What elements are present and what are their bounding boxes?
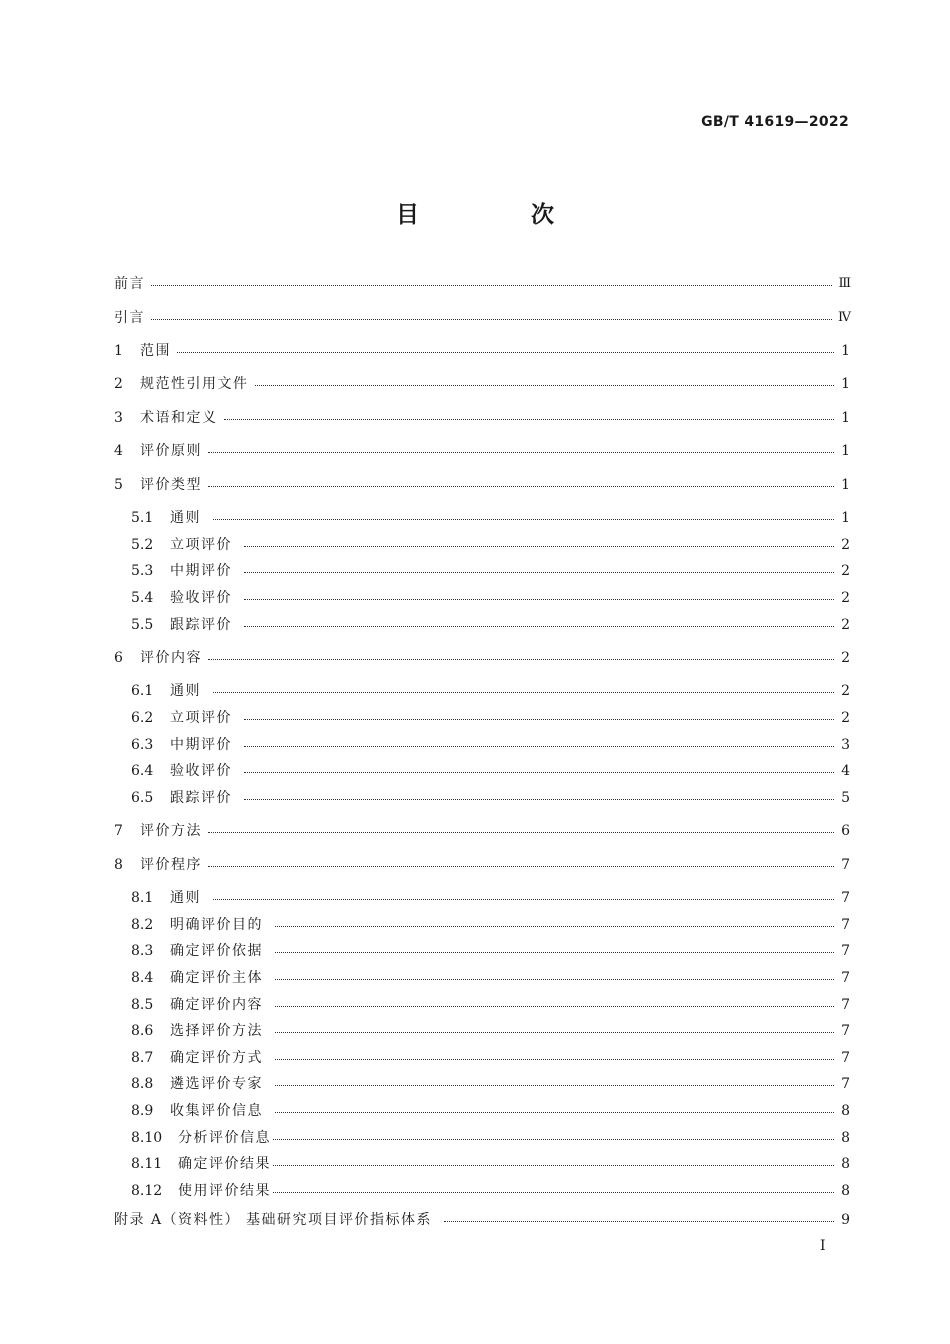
- toc-entry-section-4[interactable]: [114, 440, 850, 462]
- toc-entry-title: 跟踪评价: [170, 617, 232, 633]
- toc-dot-leader: [213, 507, 834, 529]
- toc-entry-title: 明确评价目的: [170, 917, 263, 933]
- toc-page-number: 1: [841, 410, 850, 426]
- toc-page-number: 8: [841, 1103, 850, 1119]
- toc-page-number: 1: [841, 510, 850, 526]
- toc-entry-title: 立项评价: [170, 537, 232, 553]
- toc-entry-section-5-2[interactable]: [131, 534, 850, 556]
- toc-entry-number: 8.4: [131, 970, 154, 986]
- toc-entry-number: 8.12: [131, 1183, 163, 1199]
- toc-page-number: 2: [841, 590, 850, 606]
- toc-entry-number: 8.3: [131, 943, 154, 959]
- toc-dot-leader: [177, 340, 834, 362]
- page-title: 目 次: [395, 202, 606, 228]
- toc-dot-leader: [444, 1209, 834, 1231]
- toc-dot-leader: [273, 1127, 834, 1149]
- toc-entry-number: 5: [114, 477, 123, 493]
- toc-page-number: Ⅳ: [838, 310, 850, 325]
- toc-entry-title: 通则: [170, 683, 201, 699]
- toc-dot-leader: [213, 680, 834, 702]
- toc-entry-section-8-4[interactable]: [131, 967, 850, 989]
- toc-page-number: 1: [841, 343, 850, 359]
- toc-entry-number: 8.10: [131, 1130, 163, 1146]
- toc-entry-number: 8: [114, 857, 123, 873]
- toc-dot-leader: [273, 1153, 834, 1175]
- toc-entry-title: 评价程序: [140, 857, 202, 873]
- toc-dot-leader: [275, 967, 834, 989]
- toc-page-number: 7: [841, 857, 850, 873]
- toc-entry-number: 6.1: [131, 683, 154, 699]
- toc-entry-title: 遴选评价专家: [170, 1076, 263, 1092]
- toc-page-number: 7: [841, 1023, 850, 1039]
- toc-entry-section-5-3[interactable]: [131, 560, 850, 582]
- toc-entry-number: 6.5: [131, 790, 154, 806]
- toc-entry-title: 附录 A（资料性） 基础研究项目评价指标体系: [114, 1212, 433, 1228]
- toc-page-number: 1: [841, 443, 850, 459]
- toc-dot-leader: [273, 1180, 834, 1202]
- toc-entry-title: 术语和定义: [140, 410, 218, 426]
- toc-entry-section-8-12[interactable]: [131, 1180, 850, 1202]
- toc-entry-title: 通则: [170, 510, 201, 526]
- toc-dot-leader: [244, 787, 834, 809]
- toc-dot-leader: [151, 273, 832, 295]
- toc-entry-title: 确定评价主体: [170, 970, 263, 986]
- toc-entry-section-8-7[interactable]: [131, 1047, 850, 1069]
- toc-dot-leader: [275, 994, 834, 1016]
- toc-page-number: 8: [841, 1183, 850, 1199]
- toc-entry-section-8-11[interactable]: [131, 1153, 850, 1175]
- toc-page-number: 8: [841, 1156, 850, 1172]
- toc-page-number: Ⅲ: [838, 276, 850, 291]
- toc-dot-leader: [275, 940, 834, 962]
- standard-code: GB/T 41619—2022: [701, 114, 849, 130]
- toc-entry-section-1[interactable]: [114, 340, 850, 362]
- toc-entry-number: 2: [114, 376, 123, 392]
- toc-page-number: 7: [841, 943, 850, 959]
- toc-dot-leader: [213, 887, 834, 909]
- toc-dot-leader: [244, 707, 834, 729]
- toc-page-number: 2: [841, 617, 850, 633]
- toc-dot-leader: [208, 474, 834, 496]
- toc-entry-number: 5.5: [131, 617, 154, 633]
- toc-entry-number: 6.4: [131, 763, 154, 779]
- toc-entry-number: 3: [114, 410, 123, 426]
- toc-entry-number: 5.3: [131, 563, 154, 579]
- toc-entry-number: 6: [114, 650, 123, 666]
- toc-dot-leader: [208, 440, 834, 462]
- toc-page-number: 7: [841, 970, 850, 986]
- toc-entry-title: 确定评价依据: [170, 943, 263, 959]
- toc-entry-section-5-1[interactable]: [131, 507, 850, 529]
- toc-entry-section-2[interactable]: [114, 373, 850, 395]
- toc-entry-section-6-5[interactable]: [131, 787, 850, 809]
- toc-entry-number: 5.4: [131, 590, 154, 606]
- toc-entry-title: 选择评价方法: [170, 1023, 263, 1039]
- toc-dot-leader: [208, 820, 834, 842]
- toc-entry-title: 中期评价: [170, 563, 232, 579]
- toc-dot-leader: [208, 647, 834, 669]
- toc-entry-section-8-5[interactable]: [131, 994, 850, 1016]
- toc-entry-section-8[interactable]: [114, 854, 850, 876]
- toc-entry-number: 1: [114, 343, 123, 359]
- toc-entry-title: 跟踪评价: [170, 790, 232, 806]
- toc-entry-number: 6.2: [131, 710, 154, 726]
- toc-entry-title: 通则: [170, 890, 201, 906]
- toc-dot-leader: [208, 854, 834, 876]
- toc-page-number: 4: [841, 763, 850, 779]
- toc-entry-section-6-1[interactable]: [131, 680, 850, 702]
- toc-entry-title: 引言: [114, 310, 145, 326]
- toc-entry-section-8-9[interactable]: [131, 1100, 850, 1122]
- toc-entry-title: 前言: [114, 276, 145, 292]
- toc-dot-leader: [275, 1020, 834, 1042]
- toc-entry-number: 8.6: [131, 1023, 154, 1039]
- toc-page-number: 1: [841, 376, 850, 392]
- toc-entry-section-6-3[interactable]: [131, 734, 850, 756]
- toc-entry-title: 评价方法: [140, 823, 202, 839]
- page-folio: Ⅰ: [820, 1238, 826, 1254]
- toc-entry-introduction[interactable]: [114, 307, 850, 329]
- toc-entry-number: 5.1: [131, 510, 154, 526]
- toc-dot-leader: [151, 307, 832, 329]
- toc-dot-leader: [275, 1100, 834, 1122]
- toc-dot-leader: [224, 407, 835, 429]
- toc-entry-section-8-2[interactable]: [131, 914, 850, 936]
- toc-entry-appendix-a[interactable]: [114, 1209, 850, 1231]
- toc-dot-leader: [244, 760, 834, 782]
- toc-page-number: 9: [841, 1212, 850, 1228]
- toc-entry-number: 6.3: [131, 737, 154, 753]
- toc-dot-leader: [275, 914, 834, 936]
- toc-entry-number: 8.5: [131, 997, 154, 1013]
- toc-entry-section-5-5[interactable]: [131, 614, 850, 636]
- toc-dot-leader: [244, 587, 834, 609]
- toc-entry-section-3[interactable]: [114, 407, 850, 429]
- toc-entry-foreword[interactable]: [114, 273, 850, 295]
- toc-entry-section-5-4[interactable]: [131, 587, 850, 609]
- toc-entry-number: 8.7: [131, 1050, 154, 1066]
- toc-page-number: 2: [841, 683, 850, 699]
- toc-page-number: 2: [841, 710, 850, 726]
- toc-entry-section-8-3[interactable]: [131, 940, 850, 962]
- toc-entry-title: 使用评价结果: [178, 1183, 271, 1199]
- toc-entry-section-6-2[interactable]: [131, 707, 850, 729]
- toc-entry-title: 确定评价结果: [178, 1156, 271, 1172]
- toc-entry-title: 确定评价内容: [170, 997, 263, 1013]
- toc-dot-leader: [244, 734, 834, 756]
- toc-entry-section-8-1[interactable]: [131, 887, 850, 909]
- toc-entry-title: 分析评价信息: [178, 1130, 271, 1146]
- toc-entry-title: 确定评价方式: [170, 1050, 263, 1066]
- toc-entry-number: 4: [114, 443, 123, 459]
- toc-dot-leader: [244, 560, 834, 582]
- toc-entry-section-5[interactable]: [114, 474, 850, 496]
- toc-page-number: 7: [841, 890, 850, 906]
- toc-entry-title: 收集评价信息: [170, 1103, 263, 1119]
- toc-dot-leader: [275, 1073, 834, 1095]
- toc-page-number: 8: [841, 1130, 850, 1146]
- toc-page-number: 7: [841, 917, 850, 933]
- toc-entry-section-8-8[interactable]: [131, 1073, 850, 1095]
- toc-entry-section-6[interactable]: [114, 647, 850, 669]
- toc-entry-title: 范围: [140, 343, 171, 359]
- toc-dot-leader: [244, 614, 834, 636]
- toc-page-number: 7: [841, 1050, 850, 1066]
- toc-entry-section-7[interactable]: [114, 820, 850, 842]
- toc-entry-number: 8.11: [131, 1156, 163, 1172]
- toc-entry-section-6-4[interactable]: [131, 760, 850, 782]
- toc-entry-number: 8.1: [131, 890, 154, 906]
- toc-entry-title: 立项评价: [170, 710, 232, 726]
- toc-entry-section-8-10[interactable]: [131, 1127, 850, 1149]
- toc-entry-title: 中期评价: [170, 737, 232, 753]
- toc-page-number: 6: [841, 823, 850, 839]
- toc-page-number: 1: [841, 477, 850, 493]
- toc-entry-number: 8.2: [131, 917, 154, 933]
- toc-entry-number: 5.2: [131, 537, 154, 553]
- toc-entry-title: 验收评价: [170, 590, 232, 606]
- toc-entry-title: 评价类型: [140, 477, 202, 493]
- toc-entry-number: 7: [114, 823, 123, 839]
- toc-entry-title: 评价原则: [140, 443, 202, 459]
- toc-dot-leader: [275, 1047, 834, 1069]
- toc-page-number: 5: [841, 790, 850, 806]
- toc-entry-title: 验收评价: [170, 763, 232, 779]
- toc-entry-number: 8.9: [131, 1103, 154, 1119]
- toc-page-number: 2: [841, 563, 850, 579]
- toc-entry-section-8-6[interactable]: [131, 1020, 850, 1042]
- toc-entry-number: 8.8: [131, 1076, 154, 1092]
- toc-entry-title: 评价内容: [140, 650, 202, 666]
- toc-entry-title: 规范性引用文件: [140, 376, 249, 392]
- toc-page-number: 7: [841, 1076, 850, 1092]
- toc-page-number: 2: [841, 537, 850, 553]
- toc-page-number: 7: [841, 997, 850, 1013]
- toc-dot-leader: [244, 534, 834, 556]
- toc-dot-leader: [255, 373, 835, 395]
- toc-page-number: 2: [841, 650, 850, 666]
- toc-page-number: 3: [841, 737, 850, 753]
